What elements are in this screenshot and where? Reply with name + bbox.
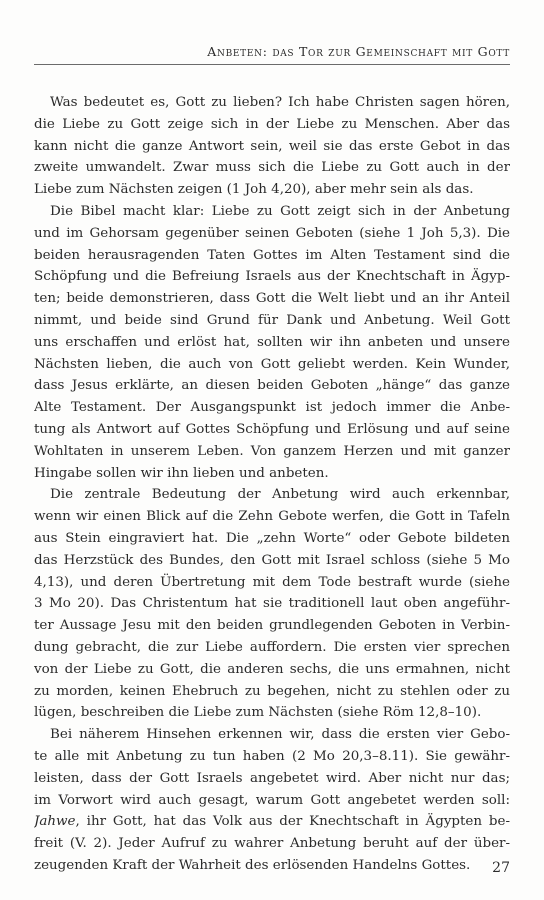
text-line: dung gebracht, die zur Liebe auffordern. Die ersten vier sprechen (34, 639, 510, 655)
text-line: beiden herausragenden Taten Gottes im Alten Testament sind die (34, 247, 510, 263)
text-line: zu morden, keinen Ehebruch zu begehen, nicht zu stehlen oder zu (34, 683, 510, 699)
text-line: im Vorwort wird auch gesagt, warum Gott angebetet werden soll: (34, 792, 510, 808)
text-line: Was bedeutet es, Gott zu lieben? Ich habe Christen sagen hören, (50, 95, 510, 110)
paragraph (34, 724, 510, 877)
text-line: ter Aussage Jesu mit den beiden grundlegenden Geboten in Verbin- (34, 618, 510, 634)
text-line: 4,13), und deren Übertretung mit dem Tode bestraft wurde (siehe (34, 574, 510, 590)
text-line (34, 811, 510, 833)
text-line: freit (V. 2). Jeder Aufruf zu wahrer Anbetung beruht auf der über- (34, 836, 510, 852)
paragraph (34, 201, 510, 484)
text-line: Wohltaten in unserem Leben. Von ganzem Herzen und mit ganzer (34, 443, 510, 459)
paragraph (34, 484, 510, 724)
text-line: das Herzstück des Bundes, den Gott mit Israel schloss (siehe 5 Mo (34, 552, 510, 568)
text-line: kann nicht die ganze Antwort sein, weil sie das erste Gebot in das (34, 138, 510, 154)
text-line: dass Jesus erklärte, an diesen beiden Geboten „hänge“ das ganze (34, 378, 510, 394)
text-line: Schöpfung und die Befreiung Israels aus der Knechtschaft in Ägyp- (34, 269, 510, 285)
text-line: und im Gehorsam gegenüber seinen Geboten (siehe 1 Joh 5,3). Die (34, 225, 510, 241)
chapter-running-title: Anbeten: das Tor zur Gemeinschaft mit Gott (207, 44, 510, 59)
text-line: wenn wir einen Blick auf die Zehn Gebote werfen, die Gott in Tafeln (34, 509, 510, 525)
text-line: zeugenden Kraft der Wahrheit des erlösenden Handelns Gottes. (34, 857, 471, 873)
text-line: von der Liebe zu Gott, die anderen sechs, die uns ermahnen, nicht (34, 661, 510, 677)
text-line: leisten, dass der Gott Israels angebetet wird. Aber nicht nur das; (34, 770, 510, 786)
text-line: uns erschaffen und erlöst hat, sollten wir ihn anbeten und unsere (34, 334, 510, 350)
text-line: Die Bibel macht klar: Liebe zu Gott zeigt sich in der Anbetung (50, 203, 510, 219)
text-line: Liebe zum Nächsten zeigen (1 Joh 4,20), aber mehr sein als das. (34, 182, 474, 198)
text-line: Alte Testament. Der Ausgangspunkt ist jedoch immer die Anbe- (34, 400, 510, 416)
text-line: 3 Mo 20). Das Christentum hat sie traditionell laut oben angeführ- (34, 596, 510, 612)
paragraph (34, 92, 510, 201)
line-remainder: , ihr Gott, hat das Volk aus der Knechtschaft in Ägypten be- (75, 814, 510, 830)
text-line: te alle mit Anbetung zu tun haben (2 Mo 20,3–8.11). Sie gewähr- (34, 748, 510, 764)
text-line: Die zentrale Bedeutung der Anbetung wird auch erkennbar, (50, 487, 510, 503)
text-line: lügen, beschreiben die Liebe zum Nächsten (siehe Röm 12,8–10). (34, 705, 482, 721)
text-line: aus Stein eingraviert hat. Die „zehn Worte“ oder Gebote bildeten (34, 530, 510, 546)
text-line: die Liebe zu Gott zeige sich in der Liebe zu Menschen. Aber das (34, 116, 510, 132)
text-line: ten; beide demonstrieren, dass Gott die Welt liebt und an ihr Anteil (34, 291, 510, 307)
jahwe-emphasis: Jahwe (34, 814, 76, 830)
page-number: 27 (492, 860, 510, 876)
text-line: Bei näherem Hinsehen erkennen wir, dass die ersten vier Gebo- (50, 727, 510, 743)
text-line: Hingabe sollen wir ihn lieben und anbeten. (34, 465, 329, 481)
running-header (34, 44, 510, 65)
text-line: Nächsten lieben, die auch von Gott geliebt werden. Kein Wunder, (34, 356, 510, 372)
text-line: zweite umwandelt. Zwar muss sich die Liebe zu Gott auch in der (34, 160, 510, 176)
text-line: tung als Antwort auf Gottes Schöpfung und Erlösung und auf seine (34, 421, 510, 437)
text-line: nimmt, und beide sind Grund für Dank und Anbetung. Weil Gott (34, 312, 510, 328)
body-text (34, 92, 510, 877)
